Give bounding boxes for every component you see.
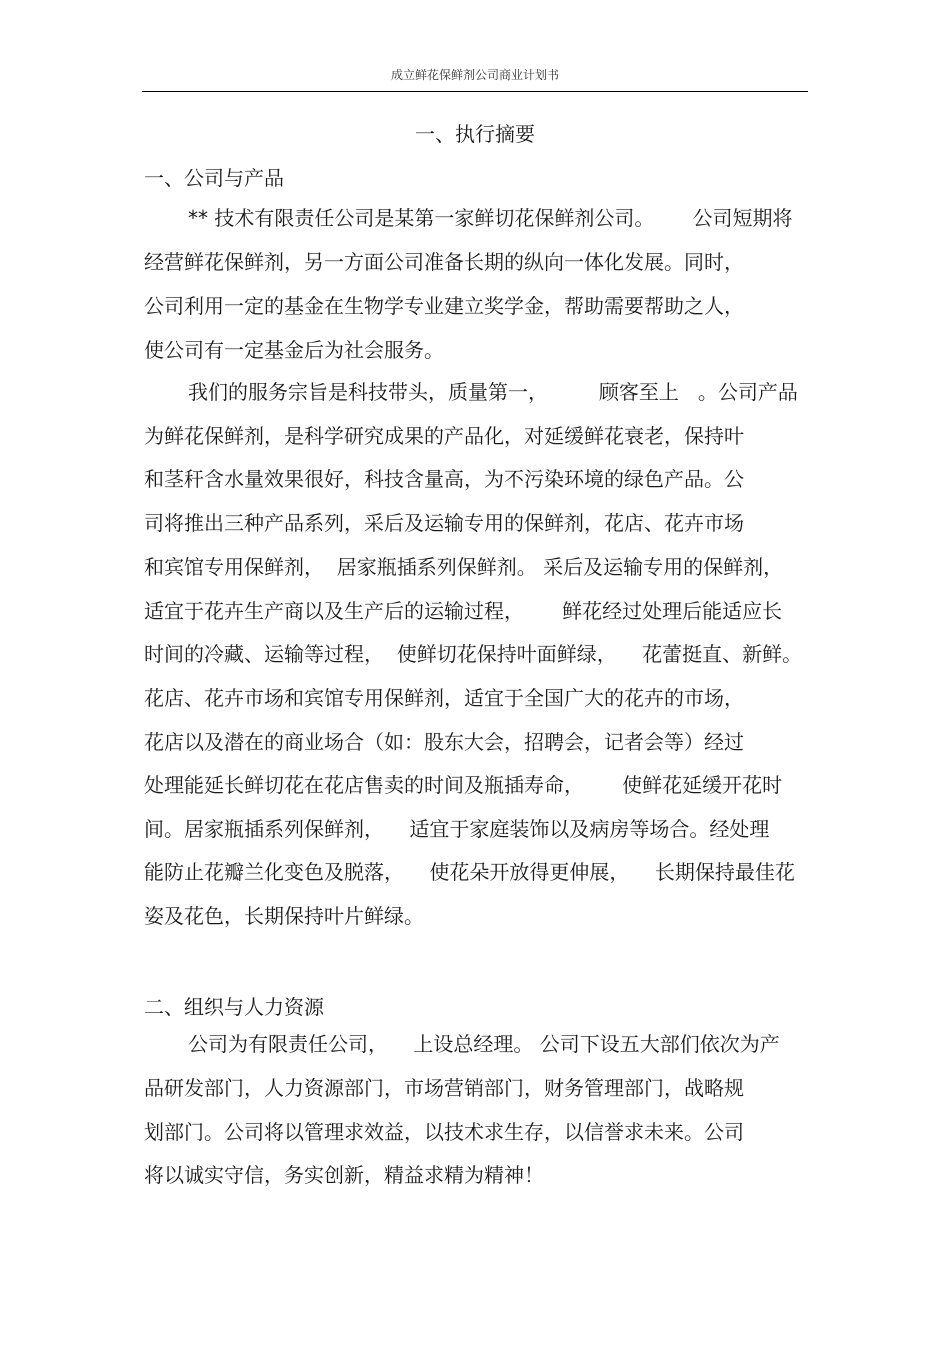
paragraph-line: 花店、花卉市场和宾馆专用保鲜剂，适宜于全国广大的花卉的市场， [144,686,744,710]
paragraph-line: 和宾馆专用保鲜剂， 居家瓶插系列保鲜剂。 采后及运输专用的保鲜剂， [144,555,784,579]
paragraph-line: ** 技术有限责任公司是某第一家鲜切花保鲜剂公司。 公司短期将 [188,206,793,230]
paragraph-line: 品研发部门，人力资源部门，市场营销部门，财务管理部门，战略规 [144,1076,744,1100]
paragraph-line: 适宜于花卉生产商以及生产后的运输过程， 鲜花经过处理后能适应长 [144,599,783,623]
paragraph-line: 公司为有限责任公司， 上设总经理。 公司下设五大部们依次为产 [188,1032,780,1056]
paragraph-line: 和茎秆含水量效果很好，科技含量高，为不污染环境的绿色产品。公 [144,467,744,491]
section-heading-company-products: 一、公司与产品 [144,166,284,190]
paragraph-line: 划部门。公司将以管理求效益，以技术求生存，以信誉求未来。公司 [144,1120,744,1144]
main-heading: 一、执行摘要 [415,122,535,146]
paragraph-line: 我们的服务宗旨是科技带头，质量第一， 顾客至上 。公司产品 [188,380,798,404]
paragraph-line: 司将推出三种产品系列，采后及运输专用的保鲜剂，花店、花卉市场 [144,511,744,535]
document-header-title: 成立鲜花保鲜剂公司商业计划书 [390,68,559,82]
paragraph-line: 为鲜花保鲜剂，是科学研究成果的产品化，对延缓鲜花衰老，保持叶 [144,424,744,448]
paragraph-line: 公司利用一定的基金在生物学专业建立奖学金，帮助需要帮助之人， [144,294,744,318]
paragraph-line: 时间的冷藏、运输等过程， 使鲜切花保持叶面鲜绿， 花蕾挺直、新鲜。 [144,642,803,666]
paragraph-line: 能防止花瓣兰化变色及脱落， 使花朵开放得更伸展， 长期保持最佳花 [144,860,795,884]
section-heading-organization-hr: 二、组织与人力资源 [144,995,324,1019]
paragraph-line: 间。居家瓶插系列保鲜剂， 适宜于家庭装饰以及病房等场合。经处理 [144,817,770,841]
paragraph-line: 将以诚实守信，务实创新，精益求精为精神！ [144,1163,544,1187]
paragraph-line: 经营鲜花保鲜剂，另一方面公司准备长期的纵向一体化发展。同时， [144,250,744,274]
paragraph-line: 姿及花色，长期保持叶片鲜绿。 [144,904,424,928]
paragraph-line: 使公司有一定基金后为社会服务。 [144,338,444,362]
paragraph-line: 处理能延长鲜切花在花店售卖的时间及瓶插寿命， 使鲜花延缓开花时 [144,773,783,797]
paragraph-line: 花店以及潜在的商业场合（如：股东大会，招聘会，记者会等）经过 [144,730,744,754]
header-divider [142,91,808,92]
